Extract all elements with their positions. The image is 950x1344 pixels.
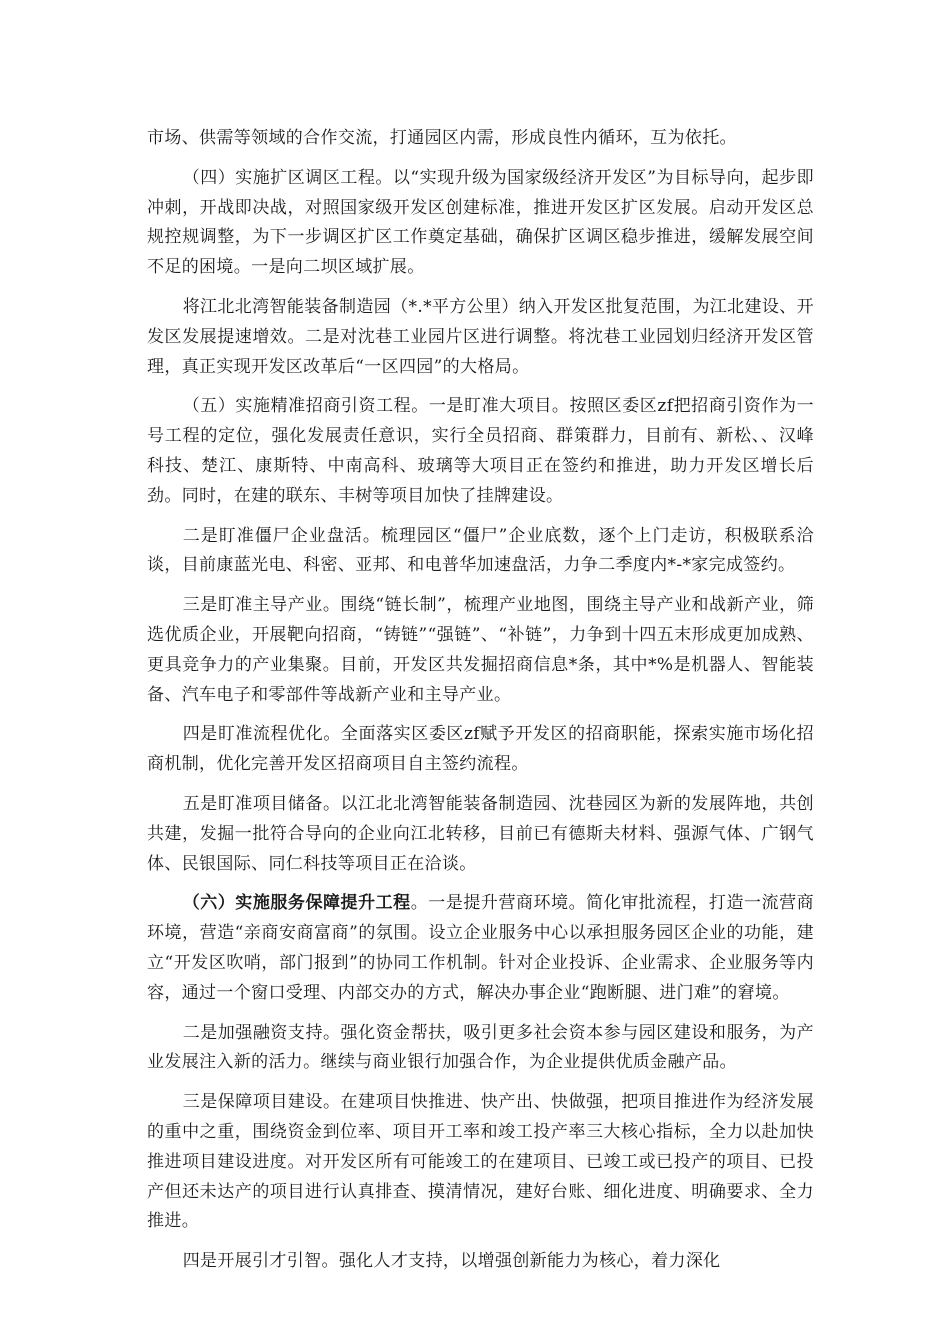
paragraph-1 xyxy=(147,124,814,154)
paragraph-7 xyxy=(147,720,814,780)
paragraph-text: 。一是提升营商环境。简化审批流程，打造一流营商环境，营造“亲商安商富商”的氛围。设立企业服务中心以承担服务园区企业的功能，建立“开发区吹哨，部门报到”的协同工作机制。针对企业投诉、企业需求、企业服务等内容，通过一个窗口受理、内部交办的方式，解决办事企业“跑断腿、进门难”的窘境。 xyxy=(147,893,814,1003)
paragraph-11 xyxy=(147,1088,814,1237)
paragraph-text: 四是开展引才引智。强化人才支持，以增强创新能力为核心，着力深化 xyxy=(182,1251,721,1272)
paragraph-3 xyxy=(147,293,814,382)
paragraph-section-5 xyxy=(147,392,814,511)
paragraph-text: 五是盯准项目储备。以江北北湾智能装备制造园、沈巷园区为新的发展阵地，共创共建，发掘一批符合导向的企业向江北转移，目前已有德斯夫材料、强源气体、广钢气体、民银国际、同仁科技等项目正在洽谈。 xyxy=(147,793,814,874)
paragraph-section-6 xyxy=(147,889,814,1008)
paragraph-text: 二是盯准僵尸企业盘活。梳理园区“僵尸”企业底数，逐个上门走访，积极联系洽谈，目前康蓝光电、科密、亚邦、和电普华加速盘活，力争二季度内*-*家完成签约。 xyxy=(147,525,814,576)
section-heading: （六）实施服务保障提升工程 xyxy=(182,893,411,914)
paragraph-text: 将江北北湾智能装备制造园（*.*平方公里）纳入开发区批复范围，为江北建设、开发区发展提速增效。二是对沈巷工业园片区进行调整。将沈巷工业园划归经济开发区管理，真正实现开发区改革后“一区四园”的大格局。 xyxy=(147,296,814,377)
paragraph-text: 市场、供需等领域的合作交流，打通园区内需，形成良性内循环，互为依托。 xyxy=(147,128,737,148)
paragraph-text: 三是盯准主导产业。围绕“链长制”，梳理产业地图，围绕主导产业和战新产业，筛选优质企业，开展靶向招商，“铸链”“强链”、“补链”，力争到十四五末形成更加成熟、更具竞争力的产业集聚。目前，开发区共发掘招商信息*条，其中*%是机器人、智能装备、汽车电子和零部件等战新产业和主导产业。 xyxy=(147,595,814,705)
paragraph-text: 四是盯准流程优化。全面落实区委区zf赋予开发区的招商职能，探索实施市场化招商机制，优化完善开发区招商项目自主签约流程。 xyxy=(147,724,814,775)
paragraph-text: 二是加强融资支持。强化资金帮扶，吸引更多社会资本参与园区建设和服务，为产业发展注入新的活力。继续与商业银行加强合作，为企业提供优质金融产品。 xyxy=(147,1022,814,1073)
paragraph-text: （四）实施扩区调区工程。以“实现升级为国家级经济开发区”为目标导向，起步即冲刺，开战即决战，对照国家级开发区创建标准，推进开发区扩区发展。启动开发区总规控规调整，为下一步调区扩区工作奠定基础，确保扩区调区稳步推进，缓解发展空间不足的困境。一是向二坝区域扩展。 xyxy=(147,167,814,278)
document-page xyxy=(147,124,814,1287)
paragraph-6 xyxy=(147,591,814,710)
paragraph-text: 三是保障项目建设。在建项目快推进、快产出、快做强，把项目推进作为经济发展的重中之重，围绕资金到位率、项目开工率和竣工投产率三大核心指标，全力以赴加快推进项目建设进度。对开发区所有可能竣工的在建项目、已竣工或已投产的项目、已投产但还未达产的项目进行认真排查、摸清情况，建好台账、细化进度、明确要求、全力推进。 xyxy=(147,1092,814,1232)
paragraph-section-4 xyxy=(147,164,814,283)
paragraph-text: （五）实施精准招商引资工程。一是盯准大项目。按照区委区zf把招商引资作为一号工程的定位，强化发展责任意识，实行全员招商、群策群力，目前有、新松、、汉峰科技、楚江、康斯特、中南高科、玻璃等大项目正在签约和推进，助力开发区增长后劲。同时，在建的联东、丰树等项目加快了挂牌建设。 xyxy=(147,396,814,506)
paragraph-8 xyxy=(147,790,814,879)
paragraph-12 xyxy=(147,1247,814,1277)
paragraph-5 xyxy=(147,522,814,582)
paragraph-10 xyxy=(147,1019,814,1079)
